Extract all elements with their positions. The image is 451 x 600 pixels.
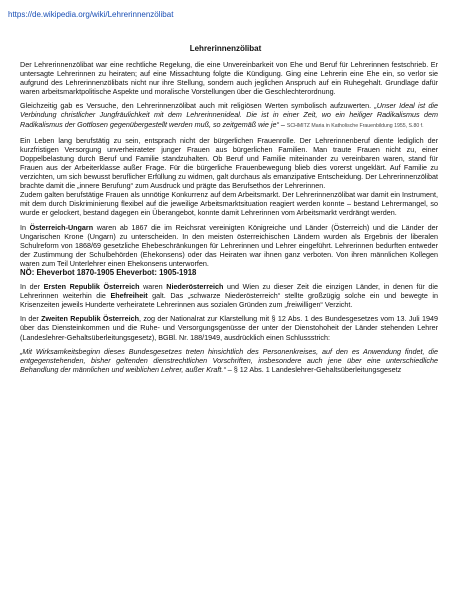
paragraph-religious — [20, 101, 438, 130]
paragraph-austria-hungary — [20, 223, 438, 278]
article-body — [20, 60, 438, 379]
ah-bold: Österreich-Ungarn — [29, 222, 94, 232]
fr-end: galt. Das „schwarze Niederösterreich“ stellte großzügig solche ein und bewegte in Krisenzeiten jeweils Hunderte verheiratete Lehrerinnen aus sozialen Gründen zum „freiwilligen“ Verzicht. — [20, 291, 438, 310]
paragraph-religious-text: Gleichzeitig gab es Versuche, den Lehrerinnenzölibat auch mit religiösen Werten symbolisch aufzuwerten. — [20, 101, 375, 111]
religious-quote: „Unser Ideal ist die Verbindung christlicher Jungfräulichkeit mit dem Lehrerinnenideal. Die ist in einer Zeit, wo ein heiliger Radikalismus dem Radikalismus der Gottlosen gegenübergestellt werden muß, so zeitgemäß wie je“ — [20, 101, 439, 129]
ah-prefix: In — [20, 222, 30, 232]
fr-prefix: In der — [20, 282, 44, 292]
fr-mid: waren — [139, 282, 167, 292]
ah-text: waren ab 1867 die im Reichsrat vereinigten Königreiche und Länder (Österreich) und die Länder der Ungarischen Krone (Ungarn) zu unterscheiden. In den meisten österreichischen Ländern wurden als Ergebnis der liberalen Schulreform von 1868/69 gesetzliche Ehebeschränkungen für Lehrerinnen und Lehrer eingeführt. Lehrerinnen bedurften entweder der Zustimmung der Schulbehörden (Ehekonsens) oder das Heiraten war ihnen ganz verboten. Von ihren männlichen Kollegen waren zum Teil Unterlehrer einen Ehekonsens unterworfen. — [20, 222, 438, 268]
fr-bold-ehefreiheit: Ehefreiheit — [110, 291, 148, 301]
law-citation: – § 12 Abs. 1 Landeslehrer-Gehaltsüberleitungsgesetz — [225, 364, 402, 374]
paragraph-second-republic — [20, 314, 438, 341]
sr-prefix: In der — [20, 314, 42, 324]
law-quote: „Mit Wirksamkeitsbeginn dieses Bundesgesetzes treten hinsichtlich des Personenkreises, auf den es Anwendung findet, die entgegenstehenden, bisher geltenden dienstrechtlichen Vorschriften, insbesondere auch jene über eine unterschiedliche Behandlung der männlichen und weiblichen Lehrer, außer Kraft.“ — [20, 346, 438, 374]
paragraph-intro: Der Lehrerinnenzölibat war eine rechtliche Regelung, die eine Unvereinbarkeit von Ehe und Beruf für Lehrerinnen festschrieb. Er untersagte Lehrerinnen zu heiraten; auf eine Missachtung folgte die Kündigung. Ging eine Lehrerin eine Ehe ein, so verlor sie aufgrund des Lehrerinnenzölibats nicht nur ihre Stellung, sondern auch jeglichen Anspruch auf ein Ruhegehalt. Grundlage dafür waren arbeitsmarktpolitische Aspekte und moralische Vorstellungen über die Geschlechterordnung. — [20, 60, 438, 97]
noe-marriage-ban: NÖ: Eheverbot 1870-1905 Eheverbot: 1905-1918 — [20, 267, 197, 277]
source-url[interactable]: https://de.wikipedia.org/wiki/Lehrerinnenzölibat — [8, 10, 174, 19]
fr-mid2: und Wien zu dieser Zeit die einzigen Länder, in denen für die Lehrerinnen weiterhin die — [20, 282, 438, 301]
fr-bold-republic: Ersten Republik Österreich — [43, 282, 140, 292]
sr-bold: Zweiten Republik Österreich — [41, 314, 139, 324]
quote-dash: – — [278, 119, 287, 129]
paragraph-law-quote — [20, 347, 438, 374]
quote-source: SCHMITZ Maria in Katholische Frauenbildung 1955, S.80 f. — [286, 122, 424, 129]
page-title: Lehrerinnenzölibat — [189, 44, 262, 53]
fr-bold-noe: Niederösterreich — [166, 282, 224, 292]
paragraph-career: Ein Leben lang berufstätig zu sein, entsprach nicht der bürgerlichen Frauenrolle. Der Lehrerinnenberuf diente lediglich der kurzfristigen Versorgung unverheirateter junger Frauen aus bürgerlichen Familien. Man traute Frauen nicht zu, einer Doppelbelastung durch Beruf und Familie standzuhalten. Ob Beruf und Familie miteinander zu vereinbaren waren, stand für Frauen aus der Arbeiterklasse außer Frage. Für die bürgerliche Frauenbewegung blieb dies vorerst ungeklärt. Auf Familie zu verzichten, um sich bewusst beruflicher Erfüllung zu widmen, galt durchaus als emanzipative Entscheidung. Der Lehrerinnenzölibat brachte damit die „innere Berufung“ zum Ausdruck und prägte das Berufsethos der Lehrerinnen. — [20, 135, 438, 191]
paragraph-labor-market: Zudem galten berufstätige Frauen als unnötige Konkurrenz auf dem Arbeitsmarkt. Der Lehrerinnenzölibat war damit ein Instrument, mit dem durch Diskriminierung flexibel auf die jeweilige Arbeitsmarktsituation reagiert werden konnte – bestand Lehrermangel, so wurde er gelockert, bestand dagegen ein Überangebot, konnte damit Lehrerinnen vom Arbeitsmarkt verdrängt werden. — [20, 190, 438, 218]
paragraph-first-republic — [20, 282, 438, 309]
sr-text: , zog der Nationalrat zur Klarstellung mit § 12 Abs. 1 des Bundesgesetzes vom 13. Juli 1949 über das Diensteinkommen und die Ruhe- und Versorgungsgenüsse der unter der Dienstohoheit der Länder stehenden Lehrer (Landeslehrer-Gehaltsüberleitungsgesetz), BGBl. Nr. 188/1949, ausdrücklich einen Schlussstrich: — [20, 314, 438, 342]
